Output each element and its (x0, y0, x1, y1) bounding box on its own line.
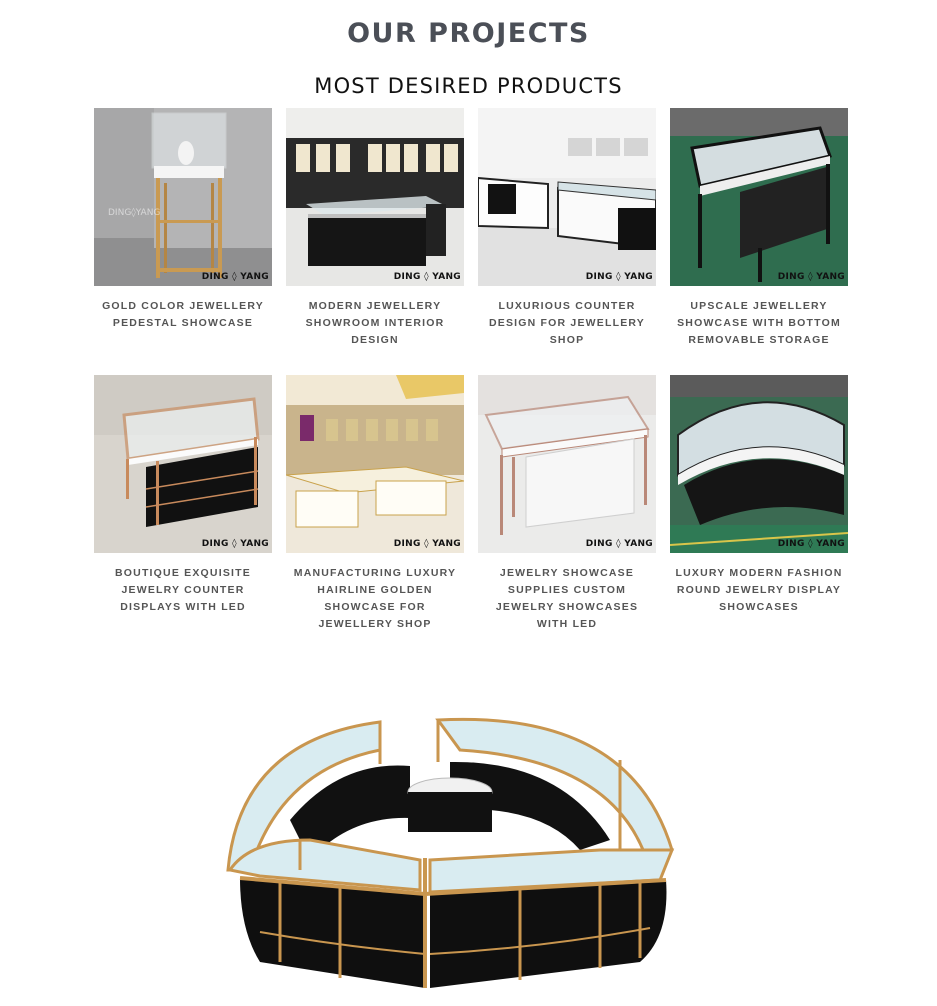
watermark-text: DING◊YANG (108, 208, 161, 218)
product-image[interactable] (478, 108, 656, 286)
section-subtitle: MOST DESIRED PRODUCTS (314, 74, 623, 98)
product-image[interactable] (670, 375, 848, 553)
product-image[interactable] (478, 375, 656, 553)
brand-logo: DING ◊ YANG (585, 272, 653, 282)
product-caption[interactable]: MODERN JEWELLERY SHOWROOM INTERIOR DESIGN (305, 300, 445, 346)
brand-logo: DING ◊ YANG (393, 272, 461, 282)
product-card-custom-showcases[interactable] (478, 375, 656, 642)
brand-logo: DING ◊ YANG (777, 539, 845, 549)
product-caption[interactable]: LUXURY MODERN FASHION ROUND JEWELRY DISPLAY SHOWCASES (675, 567, 843, 613)
brand-logo: DING ◊ YANG (201, 539, 269, 549)
section-title: OUR PROJECTS (347, 18, 590, 49)
product-card-upscale-showcase[interactable] (670, 108, 848, 375)
product-image[interactable] (286, 108, 464, 286)
featured-round-showcase-image (220, 700, 682, 990)
product-image[interactable] (94, 375, 272, 553)
brand-logo: DING ◊ YANG (393, 539, 461, 549)
product-caption[interactable]: MANUFACTURING LUXURY HAIRLINE GOLDEN SHOWCASE FOR JEWELLERY SHOP (293, 567, 457, 630)
product-caption[interactable]: GOLD COLOR JEWELLERY PEDESTAL SHOWCASE (102, 300, 264, 329)
product-caption[interactable]: LUXURIOUS COUNTER DESIGN FOR JEWELLERY SHOP (488, 300, 646, 346)
brand-logo: DING ◊ YANG (777, 272, 845, 282)
product-image[interactable] (94, 108, 272, 286)
product-caption[interactable]: BOUTIQUE EXQUISITE JEWELRY COUNTER DISPLAYS WITH LED (115, 567, 251, 613)
product-card-luxurious-counter[interactable] (478, 108, 656, 375)
product-card-round-showcase[interactable] (670, 375, 848, 642)
product-image[interactable] (286, 375, 464, 553)
product-caption[interactable]: UPSCALE JEWELLERY SHOWCASE WITH BOTTOM REMOVABLE STORAGE (677, 300, 841, 346)
brand-logo: DING ◊ YANG (201, 272, 269, 282)
product-card-showroom-design[interactable] (286, 108, 464, 375)
product-caption[interactable]: JEWELRY SHOWCASE SUPPLIES CUSTOM JEWELRY SHOWCASES WITH LED (495, 567, 639, 630)
product-card-boutique-counter[interactable] (94, 375, 272, 642)
product-card-hairline-golden[interactable] (286, 375, 464, 642)
product-card-gold-pedestal[interactable] (94, 108, 272, 375)
brand-logo: DING ◊ YANG (585, 539, 653, 549)
product-grid (94, 108, 850, 642)
product-image[interactable] (670, 108, 848, 286)
